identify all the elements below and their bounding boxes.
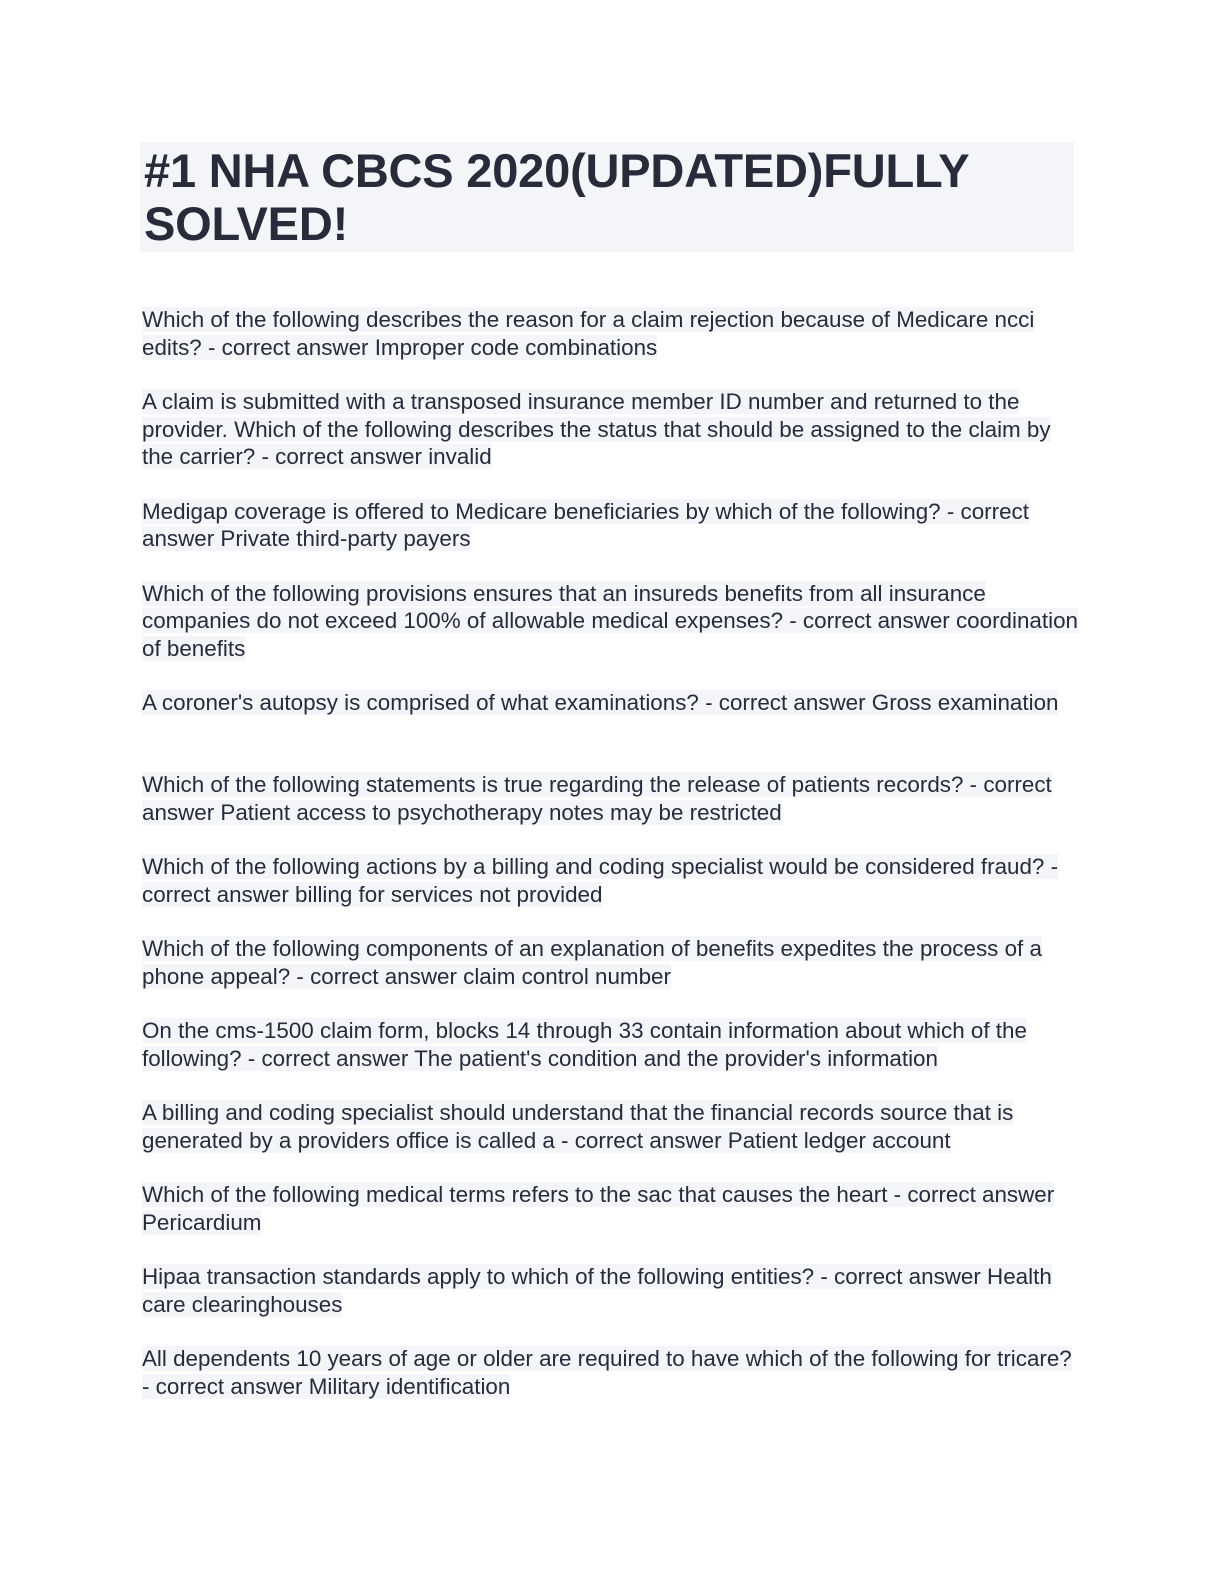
qa-text: A billing and coding specialist should understand that the financial records source that is generated by a providers office is called a - correct answer Patient ledger account	[142, 1100, 1014, 1153]
qa-text: Hipaa transaction standards apply to which of the following entities? - correct answer Health care clearinghouses	[142, 1264, 1052, 1317]
qa-text: Which of the following medical terms refers to the sac that causes the heart - correct answer Pericardium	[142, 1182, 1055, 1235]
qa-text: Medigap coverage is offered to Medicare beneficiaries by which of the following? - correct answer Private third-party payers	[142, 498, 1029, 551]
qa-text: On the cms-1500 claim form, blocks 14 through 33 contain information about which of the following? - correct answer The patient's condition and the provider's information	[142, 1018, 1027, 1071]
qa-item-10	[142, 1099, 1082, 1181]
qa-item-11	[142, 1181, 1082, 1263]
qa-text: Which of the following actions by a billing and coding specialist would be considered fraud? - correct answer billing for services not provided	[142, 854, 1059, 907]
qa-item-6	[142, 771, 1082, 853]
qa-text: All dependents 10 years of age or older are required to have which of the following for tricare? - correct answer Military identification	[142, 1346, 1072, 1399]
qa-item-1	[142, 306, 1082, 388]
qa-item-13	[142, 1345, 1082, 1427]
qa-text: Which of the following describes the reason for a claim rejection because of Medicare ncci edits? - correct answer Improper code combinations	[142, 307, 1035, 360]
qa-item-12	[142, 1263, 1082, 1345]
qa-list	[142, 306, 1082, 1427]
qa-item-2	[142, 388, 1082, 498]
qa-item-5	[142, 689, 1082, 771]
title-block	[140, 142, 1074, 252]
qa-text: Which of the following statements is true regarding the release of patients records? - correct answer Patient access to psychotherapy notes may be restricted	[142, 772, 1052, 825]
qa-item-9	[142, 1017, 1082, 1099]
qa-text: Which of the following components of an explanation of benefits expedites the process of a phone appeal? - correct answer claim control number	[142, 936, 1042, 989]
qa-item-7	[142, 853, 1082, 935]
page-title: #1 NHA CBCS 2020(UPDATED)FULLY SOLVED!	[144, 144, 969, 250]
qa-text: A claim is submitted with a transposed insurance member ID number and returned to the provider. Which of the following describes the status that should be assigned to the claim by the carrier? - correct answer invalid	[142, 389, 1051, 469]
qa-item-8	[142, 935, 1082, 1017]
qa-text: Which of the following provisions ensures that an insureds benefits from all insurance companies do not exceed 100% of allowable medical expenses? - correct answer coordination of benefits	[142, 580, 1078, 661]
qa-text: A coroner's autopsy is comprised of what examinations? - correct answer Gross examination	[142, 690, 1059, 715]
qa-item-4	[142, 580, 1082, 690]
qa-item-3	[142, 498, 1082, 580]
